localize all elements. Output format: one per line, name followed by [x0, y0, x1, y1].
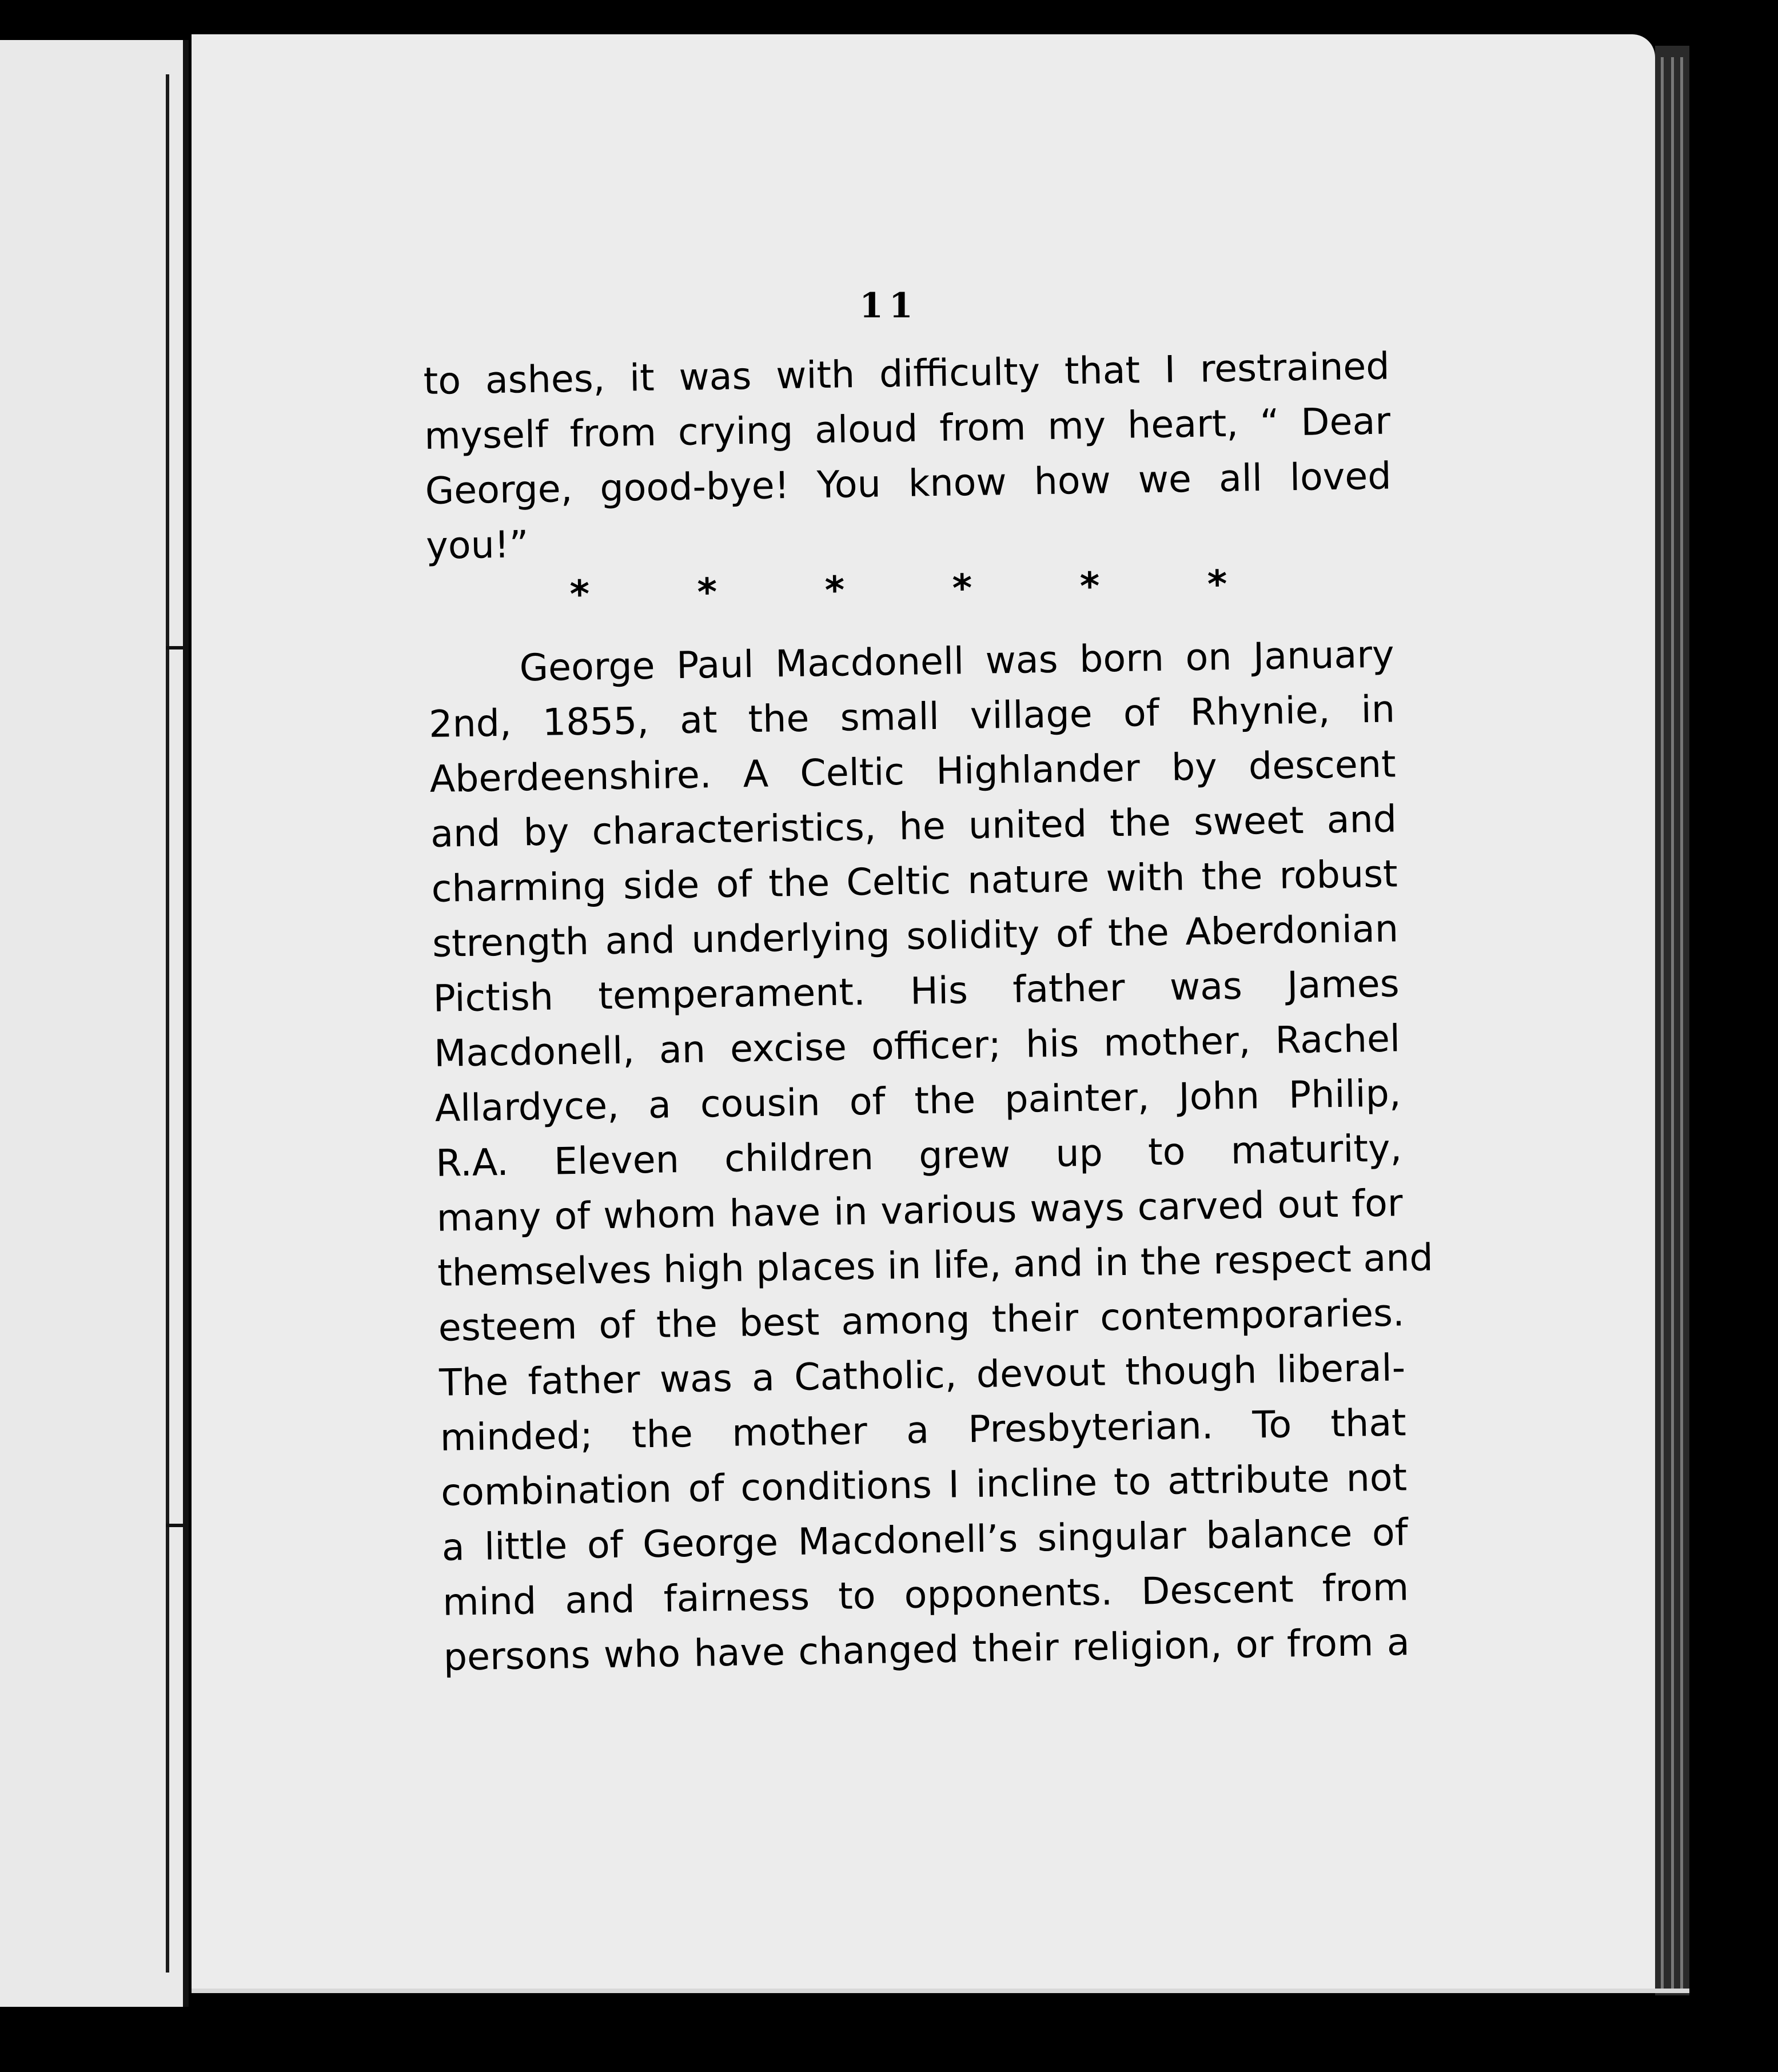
- text-line: Macdonell, an excise officer; his mother, Rachel: [433, 1017, 1401, 1075]
- page-stack-line: [1671, 57, 1674, 1990]
- page-stack-line: [1680, 57, 1683, 1990]
- margin-tick-mark: [166, 1524, 183, 1527]
- asterisk: *: [1207, 561, 1228, 607]
- text-line: The father was a Catholic, devout though liberal-: [438, 1346, 1406, 1405]
- text-line: many of whom have in various ways carved out for: [436, 1182, 1404, 1240]
- asterisk: *: [569, 572, 590, 617]
- text-line: themselves high places in life, and in the respect and: [437, 1236, 1434, 1295]
- asterisk: *: [697, 569, 717, 615]
- text-line: and by characteristics, he united the sweet and: [430, 798, 1397, 856]
- page-number: 11: [859, 286, 919, 326]
- text-line: charming side of the Celtic nature with the robust: [431, 852, 1398, 911]
- page-edge-rule: [166, 74, 169, 1973]
- margin-tick-mark: [166, 646, 183, 650]
- page-stack-edge: [1655, 46, 1689, 1995]
- text-line: combination of conditions I incline to attribute not: [440, 1456, 1408, 1515]
- text-line: strength and underlying solidity of the Aberdonian: [432, 907, 1399, 966]
- text-line: George, good-bye! You know how we all loved: [425, 455, 1392, 513]
- text-line: to ashes, it was with difficulty that I restrained: [423, 345, 1390, 403]
- page-bottom-edge: [192, 1989, 1689, 1993]
- opening-paragraph: [423, 339, 1393, 573]
- text-line: Pictish temperament. His father was James: [433, 962, 1400, 1021]
- text-line: you!”: [425, 523, 529, 568]
- text-line: myself from crying aloud from my heart, “ Dear: [424, 400, 1391, 458]
- asterisk: *: [952, 565, 972, 611]
- text-line: R.A. Eleven children grew up to maturity,: [435, 1127, 1402, 1185]
- asterisk: *: [824, 568, 845, 613]
- asterisk: *: [1079, 564, 1101, 608]
- page-stack-line: [1661, 57, 1664, 1990]
- text-line: Aberdeenshire. A Celtic Highlander by descent: [429, 743, 1397, 801]
- text-line: minded; the mother a Presbyterian. To that: [440, 1401, 1407, 1460]
- biography-paragraph: [428, 627, 1434, 1685]
- text-line: mind and fairness to opponents. Descent from: [442, 1566, 1409, 1624]
- section-separator: [569, 561, 1227, 617]
- text-line: esteem of the best among their contemporaries.: [438, 1292, 1405, 1350]
- text-line: a little of George Macdonell’s singular balance of: [441, 1511, 1409, 1569]
- text-line: George Paul Macdonell was born on January: [519, 633, 1395, 690]
- previous-page-edge: [0, 40, 189, 2007]
- text-line: persons who have changed their religion, or from a: [443, 1621, 1410, 1679]
- text-line: Allardyce, a cousin of the painter, John Philip,: [434, 1072, 1402, 1130]
- text-line: 2nd, 1855, at the small village of Rhynie, in: [428, 688, 1396, 746]
- body-text: [423, 339, 1434, 1685]
